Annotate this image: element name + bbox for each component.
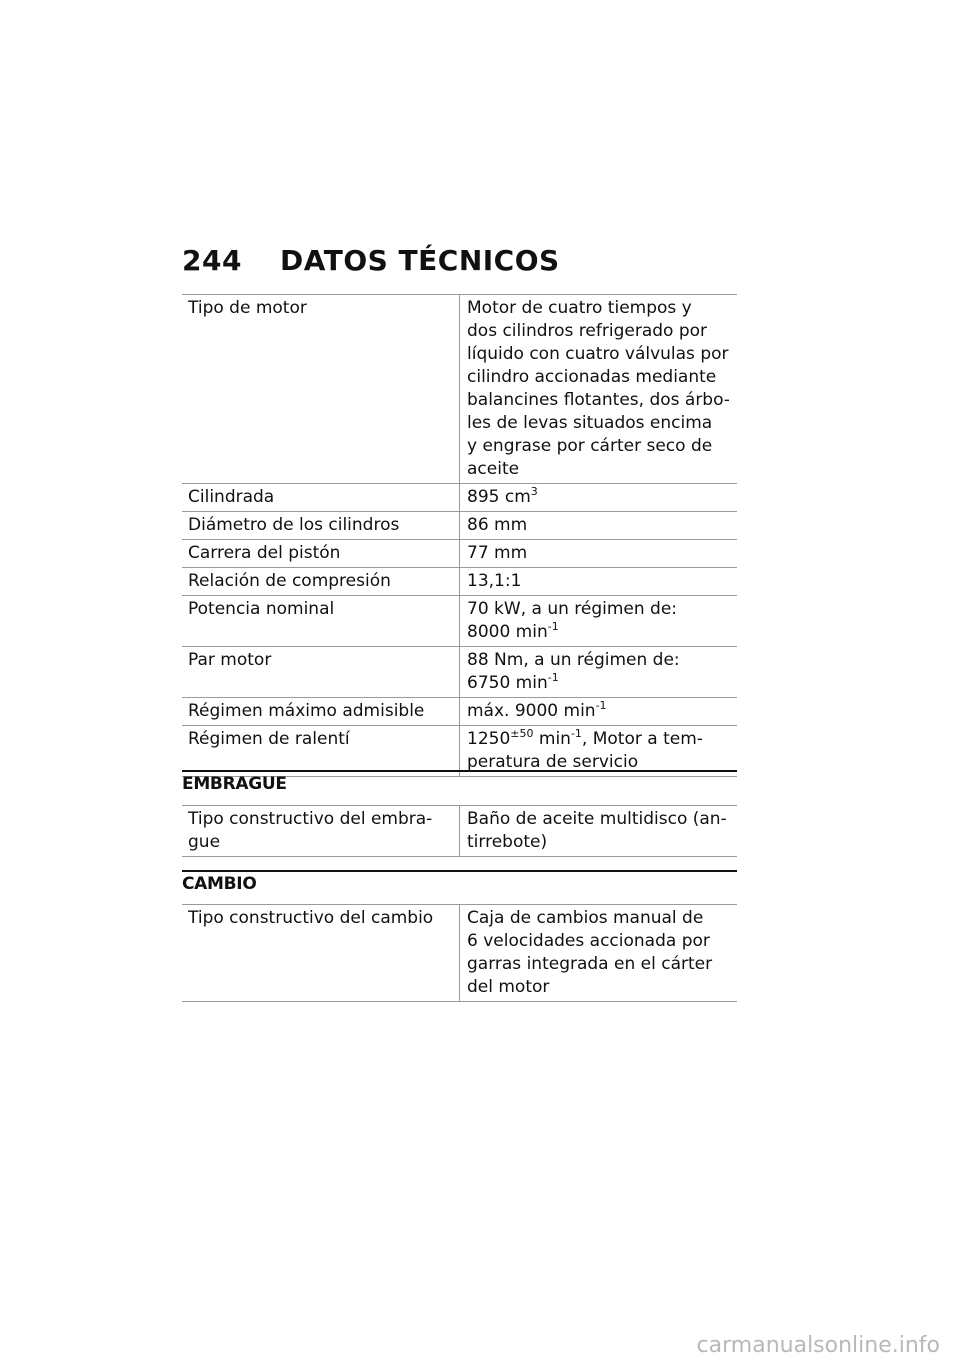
value-line: aceite <box>467 459 520 479</box>
section-title-cambio: CAMBIO <box>182 874 257 894</box>
value-text: 1250 <box>467 729 511 749</box>
spec-label: Carrera del pistón <box>182 540 460 568</box>
section-divider <box>182 870 737 872</box>
section-divider <box>182 770 737 772</box>
spec-value <box>460 647 738 698</box>
value-text: 895 cm <box>467 487 531 507</box>
spec-value <box>460 484 738 512</box>
value-line <box>467 728 731 751</box>
label-line: Tipo constructivo del embra- <box>188 809 433 829</box>
value-line: Motor de cuatro tiempos y <box>467 298 692 318</box>
table-row <box>182 905 737 1002</box>
value-line: balancines flotantes, dos árbo- <box>467 390 730 410</box>
value-line: Caja de cambios manual de <box>467 908 704 928</box>
spec-label: Relación de compresión <box>182 568 460 596</box>
value-text: 6750 min <box>467 673 548 693</box>
value-line: tirrebote) <box>467 832 548 852</box>
spec-label: Régimen de ralentí <box>182 726 460 777</box>
value-line <box>467 672 731 695</box>
spec-label: Diámetro de los cilindros <box>182 512 460 540</box>
spec-label: Par motor <box>182 647 460 698</box>
spec-label: Potencia nominal <box>182 596 460 647</box>
section-title-embrague: EMBRAGUE <box>182 774 287 794</box>
spec-label: Tipo de motor <box>182 295 460 484</box>
label-line: gue <box>188 832 221 852</box>
value-text: máx. 9000 min <box>467 701 596 721</box>
value-line: dos cilindros refrigerado por <box>467 321 708 341</box>
value-line: 6 velocidades accionada por <box>467 931 710 951</box>
table-row <box>182 295 737 484</box>
spec-value <box>460 596 738 647</box>
spec-label: Tipo constructivo del cambio <box>182 905 460 1002</box>
superscript: 3 <box>530 485 538 498</box>
value-line: peratura de servicio <box>467 752 639 772</box>
value-line <box>467 621 731 644</box>
table-row <box>182 698 737 726</box>
value-line: líquido con cuatro válvulas por <box>467 344 729 364</box>
value-line: Baño de aceite multidisco (an- <box>467 809 727 829</box>
spec-value <box>460 295 738 484</box>
spec-value <box>460 905 738 1002</box>
spec-value <box>460 698 738 726</box>
value-line: 70 kW, a un régimen de: <box>467 599 678 619</box>
superscript: -1 <box>547 620 559 633</box>
clutch-specs-table <box>182 805 737 857</box>
table-row <box>182 568 737 596</box>
spec-value <box>460 726 738 777</box>
spec-value: 13,1:1 <box>460 568 738 596</box>
value-text: min <box>533 729 571 749</box>
superscript: -1 <box>595 699 607 712</box>
watermark: carmanualsonline.info <box>696 1333 940 1358</box>
gearbox-specs-table <box>182 904 737 1002</box>
page-title: DATOS TÉCNICOS <box>280 244 560 277</box>
value-line: 88 Nm, a un régimen de: <box>467 650 680 670</box>
table-row <box>182 647 737 698</box>
spec-label: Cilindrada <box>182 484 460 512</box>
value-line: garras integrada en el cárter <box>467 954 713 974</box>
page-header <box>182 244 560 277</box>
value-line: les de levas situados encima <box>467 413 713 433</box>
table-row <box>182 512 737 540</box>
table-row <box>182 596 737 647</box>
value-text: 8000 min <box>467 622 548 642</box>
table-row <box>182 540 737 568</box>
value-line: del motor <box>467 977 550 997</box>
superscript: -1 <box>547 671 559 684</box>
spec-value: 77 mm <box>460 540 738 568</box>
value-line: y engrase por cárter seco de <box>467 436 713 456</box>
superscript: -1 <box>570 727 582 740</box>
table-row <box>182 806 737 857</box>
value-line: cilindro accionadas mediante <box>467 367 717 387</box>
table-row <box>182 484 737 512</box>
spec-value: 86 mm <box>460 512 738 540</box>
superscript: ±50 <box>510 727 534 740</box>
value-text: , Motor a tem- <box>581 729 703 749</box>
spec-label <box>182 806 460 857</box>
table-row <box>182 726 737 777</box>
engine-specs-table <box>182 294 737 777</box>
spec-value <box>460 806 738 857</box>
spec-label: Régimen máximo admisible <box>182 698 460 726</box>
page-number: 244 <box>182 244 242 277</box>
